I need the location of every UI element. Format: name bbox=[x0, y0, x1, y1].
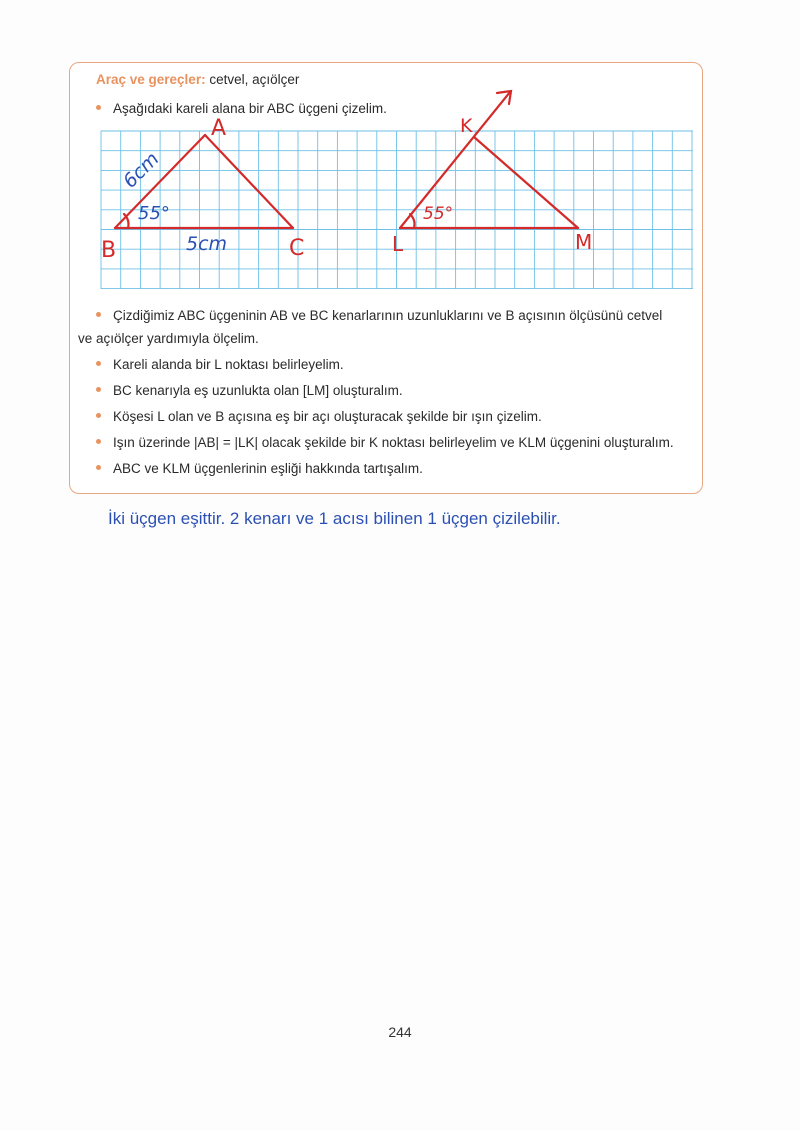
bullet-dot bbox=[96, 387, 101, 392]
instruction-2: Çizdiğimiz ABC üçgeninin AB ve BC kenarlarının uzunluklarını ve B açısının ölçüsünü cetvel bbox=[96, 307, 662, 325]
instruction-7: ABC ve KLM üçgenlerinin eşliği hakkında tartışalım. bbox=[96, 460, 423, 478]
tools-value: cetvel, açıölçer bbox=[209, 72, 300, 87]
instruction-1: Aşağıdaki kareli alana bir ABC üçgeni çizelim. bbox=[96, 100, 387, 118]
label-b: B bbox=[101, 238, 117, 263]
bullet-dot bbox=[96, 361, 101, 366]
instruction-6: Işın üzerinde |AB| = |LK| olacak şekilde bir K noktası belirleyelim ve KLM üçgenini oluşturalım. bbox=[96, 434, 674, 452]
label-a: A bbox=[211, 116, 227, 141]
bullet-dot bbox=[96, 465, 101, 470]
square-grid bbox=[101, 131, 693, 289]
instruction-4: BC kenarıyla eş uzunlukta olan [LM] oluşturalım. bbox=[96, 382, 403, 400]
bullet-dot bbox=[96, 439, 101, 444]
side-ab-length: 6cm bbox=[118, 147, 164, 193]
handwritten-answer: İki üçgen eşittir. 2 kenarı ve 1 acısı bilinen 1 üçgen çizilebilir. bbox=[108, 509, 561, 528]
label-m: M bbox=[575, 230, 593, 254]
instruction-3: Kareli alanda bir L noktası belirleyelim. bbox=[96, 356, 344, 374]
side-ac bbox=[205, 135, 293, 228]
angle-l-value: 55° bbox=[423, 204, 454, 224]
instruction-2-cont: ve açıölçer yardımıyla ölçelim. bbox=[78, 331, 259, 346]
drawing-area bbox=[0, 0, 800, 300]
side-bc-length: 5cm bbox=[186, 233, 228, 255]
angle-b-value: 55° bbox=[138, 203, 170, 224]
instruction-5: Köşesi L olan ve B açısına eş bir açı oluşturacak şekilde bir ışın çizelim. bbox=[96, 408, 542, 426]
label-c: C bbox=[289, 236, 305, 261]
tools-label: Araç ve gereçler: bbox=[96, 72, 206, 87]
label-l: L bbox=[392, 232, 404, 256]
label-k: K bbox=[460, 115, 473, 137]
bullet-dot bbox=[96, 312, 101, 317]
bullet-dot bbox=[96, 413, 101, 418]
page-number: 244 bbox=[388, 1024, 412, 1040]
angle-l-arc bbox=[410, 214, 415, 228]
